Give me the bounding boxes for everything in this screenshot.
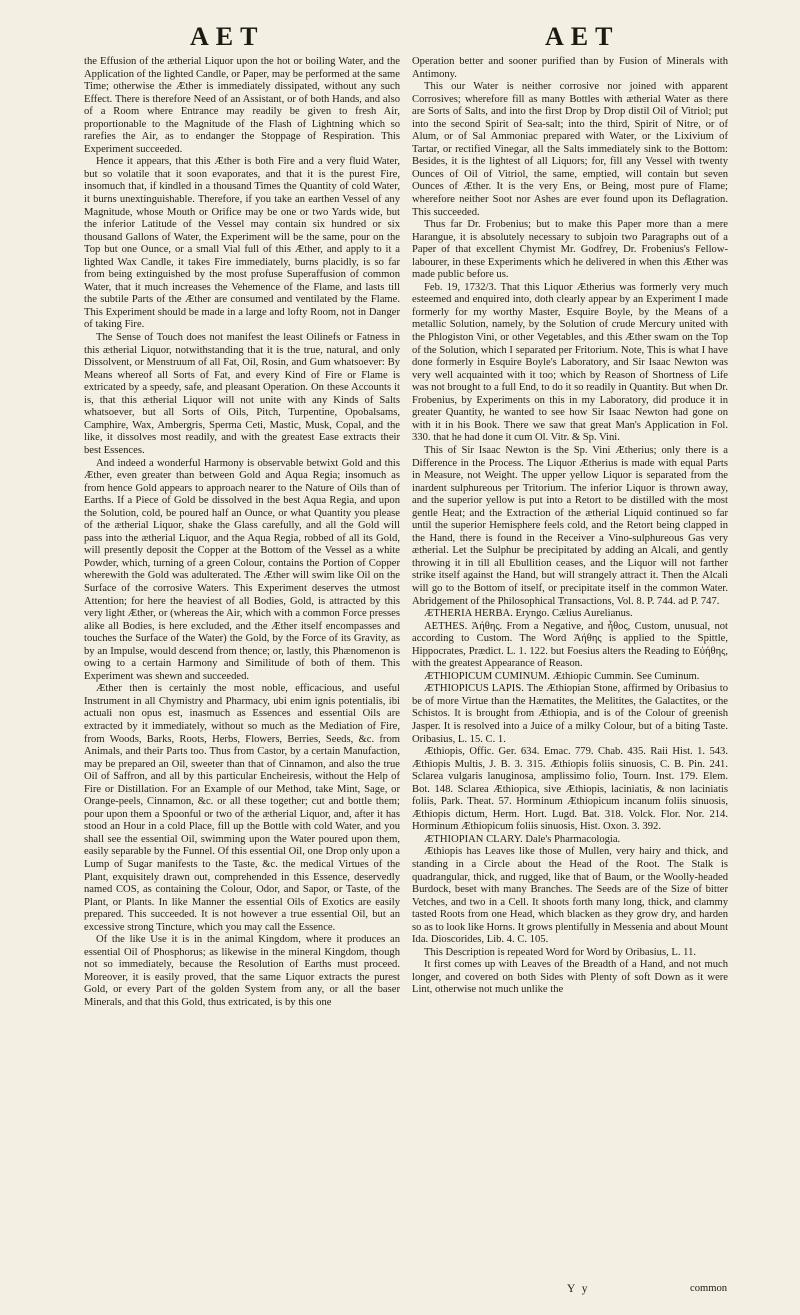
signature-mark: Y y xyxy=(567,1283,590,1295)
paragraph: Operation better and sooner purified than by Fusion of Minerals with Antimony. xyxy=(412,56,728,80)
paragraph: Feb. 19, 1732/3. That this Liquor Ætherius was formerly very much esteemed and enquired into, doth clearly appear by an Experiment I made formerly for my worthy Master, Esquire Boyle, by the Means of a metallic Solution, namely, by the Solution of crude Mercury united with the Phlogiston Vini, or other Vegetables, and this Æther swam on the Top of the Solution, which I separated per Fritorium. Note, This is what I have done formerly in Esquire Boyle's Laboratory, and Sir Isaac Newton was very well acquainted with it too; which by Reason of Shortness of Life was not brought to a full End, to do it so readily in Quantity. But when Dr. Frobenius, by Experiments on this in my Laboratory, did produce it in greater Quantity, he wanted to see how Sir Isaac Newton had gone on with it in his Book. There we saw that great Man's Application in Fol. 330. that he had done it cum Ol. Vitr. & Sp. Vini. xyxy=(412,281,728,444)
dictionary-entry: ÆTHERIA HERBA. Eryngo. Cælius Aurelianus. xyxy=(424,608,633,620)
dictionary-entry: AETHES. Ἀήθης. From a Negative, and ἦθος, Custom, unusual, not according to Custom. The Word Ἀήθης is applied to the Spittle, Hippocrates, Prædict. L. 1. 122. but Foesius alters the Reading to Εὐήθης, with the greatest Appearance of Reason. xyxy=(412,620,728,670)
running-head-left: AET xyxy=(190,22,265,51)
paragraph: And indeed a wonderful Harmony is observable betwixt Gold and this Æther, even greater than between Gold and Aqua Regia; insomuch as from hence Gold appears to approach nearer to the Nature of Oils than of Earths. If a Piece of Gold be dissolved in the best Aqua Regia, and upon the Solution, cold, be poured half an Ounce, or what Quantity you please of the ætherial Liquor, shake the Glass carefully, and all the Gold will pass into the ætherial Liquor, and the Aqua Regia, robbed of all its Gold, will presently deposit the Copper at the Bottom of the Vessel as a white Powder, which, turning of a green Colour, contains the Portion of Copper wherewith the Gold was adulterated. The Æther will swim like Oil on the Surface of the corrosive Waters. This Experiment deserves the utmost Attention; for here the heaviest of all Bodies, Gold, is attracted by this very light Æther, or (whereas the Air, which with a common Force presses alike all Bodies, is here excluded, and the Æther itself encompasses and touches the Surface of the Water) the Gold, by the Force of its Gravity, as by an Impulse, would descend from thence; or, lastly, this Phænomenon is owing to a certain Harmony and Similitude of both of them. This Experiment was shewn and succeeded. xyxy=(84,457,400,682)
right-column xyxy=(412,56,728,997)
paragraph: This Description is repeated Word for Word by Oribasius, L. 11. xyxy=(424,946,697,958)
paragraph: the Effusion of the ætherial Liquor upon the hot or boiling Water, and the Application of the lighted Candle, or Paper, may be performed at the same Time; otherwise the Æther is immediately dissipated, without any such Effect. There is therefore Need of an Assistant, or of both Hands, and also of a Room where Entrance may readily be given to fresh Air, proportionable to the Magnitude of the Flash of Lightning which so rarefies the Air, as to endanger the Stoppage of Respiration. This Experiment succeeded. xyxy=(84,56,400,155)
paragraph: Æthiopis, Offic. Ger. 634. Emac. 779. Chab. 435. Raii Hist. 1. 543. Æthiopis Multis, J. B. 3. 315. Æthiopis foliis sinuosis, C. B. Pin. 241. Sclarea vulgaris lanuginosa, amplissimo folio, Tourn. Inst. 179. Elem. Bot. 148. Sclarea Æthiopica, sive Æthiopis, laciniatis, & non laciniatis foliis, Park. Theat. 57. Horminum Æthiopicum incanum foliis sinuosis, Æthiopis dictum, Herm. Hort. Lugd. Bat. 318. Volck. Flor. Nor. 214. Horminum Æthiopicum foliis sinuosis, Hist. Oxon. 3. 392. xyxy=(412,746,728,833)
paragraph: Æthiopis has Leaves like those of Mullen, very hairy and thick, and standing in a Circle about the Head of the Root. The Stalk is quadrangular, thick, and rugged, like that of Baum, or the Woolly-headed Burdock, beset with many Branches. The Seeds are of the Size of bitter Vetches, and two in a Cell. It shoots forth many long, thick, and clammy tasted Roots from one Head, which blacken as they grow dry, and harden so as to look like Horns. It grows plentifully in Messenia and about Mount Ida. Dioscorides, Lib. 4. C. 105. xyxy=(412,846,729,946)
dictionary-entry: ÆTHIOPICUM CUMINUM. Æthiopic Cummin. See Cuminum. xyxy=(424,670,700,682)
catchword: common xyxy=(690,1283,728,1294)
paragraph: Of the like Use it is in the animal Kingdom, where it produces an essential Oil of Phosphorus; as likewise in the mineral Kingdom, though not so immediately, because the Resolution of Earths must proceed. Moreover, it is easily proved, that the same Liquor extracts the purest Gold, or every Part of the golden System from any, or all the baser Minerals, and that this Gold, thus extricated, is by this one xyxy=(84,934,400,1009)
running-head-right: AET xyxy=(545,22,620,51)
dictionary-entry: ÆTHIOPIAN CLARY. Dale's Pharmacologia. xyxy=(424,833,621,845)
left-column xyxy=(84,56,400,1010)
paragraph: It first comes up with Leaves of the Breadth of a Hand, and not much longer, and covered on both Sides with Plenty of soft Down as it were Lint, otherwise not much unlike the xyxy=(412,959,728,996)
dictionary-entry: ÆTHIOPICUS LAPIS. The Æthiopian Stone, affirmed by Oribasius to be of more Virtue than the Hæmatites, the Melitites, the Galactites, or the Schistos. It is brought from Æthiopia, and is of the Colour of greenish Jasper. It is resolved into a Juice of a milky Colour, but of a biting Taste. Oribasius, L. 15. C. 1. xyxy=(412,683,728,745)
paragraph: Æther then is certainly the most noble, efficacious, and useful Instrument in all Chymistry and Pharmacy, ubi enim ignis potentialis, ibi actuali non opus est, inasmuch as Essences and essential Oils are extracted by it immediately, without so much as the Mediation of Fire, from Woods, Barks, Roots, Herbs, Flowers, Berries, Seeds, &c. from Animals, and their Parts too. Thus from Castor, by a certain Manufaction, may be prepared an Oil, sweeter than that of Cinnamon, and also the true Oil of Saffron, and all by this particular Encheiresis, without the Help of Fire or Distillation. For an Example of our Method, take Mint, Sage, or Orange-peels, Cinnamon, &c. or all these together; cut and bottle them; pour upon them a Spoonful or two of the ætherial Liquor, and, after it has stood an Hour in a cold Place, fill up the Bottle with cold Water, and you shall see the essential Oil, swimming upon the Water poured upon them, easily separable by the Funnel. Of this essential Oil, one Drop only upon a Lump of Sugar manifests to the Taste, &c. the medical Virtues of the Plant, exquisitely drawn out, comprehended in this Essence, deservedly named COS, as containing the Colour, Odor, and Sapor, or Taste, of the Plant, or Plants. In like Manner the essential Oils of Exotics are easily prepared. This succeeded. It is not however a true essential Oil, but an excessive strong Tincture, which you may call the Essence. xyxy=(84,683,400,933)
paragraph: This our Water is neither corrosive nor joined with apparent Corrosives; wherefore fill as many Bottles with ætherial Water as there are Sorts of Salts, and into the first Drop by Drop distil Oil of Vitriol; put into the second Spirit of Sea-salt; into the third, Spirit of Nitre, or of Alum, or of Sal Ammoniac prepared with Water, or the Lixivium of Tartar, or rectified Vinegar, all the Salts immediately sink to the Bottom: Besides, it is the lightest of all Liquors; for, fill any Vessel with twenty Ounces of Oil of Vitriol, the same, emptied, will contain but seven Ounces of Æther. It is the very Ens, or Being, most pure of Flame; wherefore neither Soot nor Ashes are ever found upon its Deflagration. This succeeded. xyxy=(412,81,728,218)
paragraph: Hence it appears, that this Æther is both Fire and a very fluid Water, but so volatile that it soon evaporates, and that it is the purest Fire, insomuch that, if kindled in a thousand Times the Quantity of cold Water, it burns unextinguishable. Therefore, if you take an earthen Vessel of any Magnitude, whose Mouth or Orifice may be one or two Yards wide, but the inferior Latitude of the Vessel may contain six hundred or six thousand Gallons of Water, the Experiment will be the same, pour on the Top but one Ounce, or a small Vial full of this Æther, and apply to it a lighted Wax Candle, it takes Fire immediately, burns placidly, is so far from being extinguished by the most profuse Superaffusion of common Water, that it much increases the Vehemence of the Flame, and lasts till the subtile Parts of the Æther are consumed and ventilated by the Flame. This Experiment should be made in a large and lofty Room, not in Danger of taking Fire. xyxy=(84,156,400,331)
paragraph: Thus far Dr. Frobenius; but to make this Paper more than a mere Harangue, it is absolutely necessary to subjoin two Paragraphs out of a Paper of that excellent Chymist Mr. Godfrey, Dr. Frobenius's Fellow-labourer, in these Experiments which he delivered in when this Æther was made public before us. xyxy=(412,219,728,281)
paragraph: This of Sir Isaac Newton is the Sp. Vini Ætherius; only there is a Difference in the Process. The Liquor Ætherius is made with equal Parts in Measure, not Weight. The upper yellow Liquor is separated from the inardent sulphureous per Tritorium. The inferior Liquor is thrown away, and the superior yellow is put into a Retort to be distilled with the most gentle Heat; and the Extraction of the ætherial Liquid continued so far until the superior Hemisphere feels cold, and the Retort being clapped in the Hand, there is found in the Receiver a Vino-sulphureous Gas very ætherial. Let the Sulphur be precipitated by adding an Alcali, and gently throwing it in till all Ebullition ceases, and the Liquor will not farther strike itself against the Hand, but will strangely attract it. Then the Alcali will go to the Bottom of itself, or precipitate itself in the common Water. Abridgement of the Philosophical Transactions, Vol. 8. P. 744. ad P. 747. xyxy=(412,444,728,607)
paragraph: The Sense of Touch does not manifest the least Oilinefs or Fatness in this ætherial Liquor, notwithstanding that it is the true, natural, and only Dissolvent, or Menstruum of all Fat, Oil, Rosin, and Gum whatsoever: By Means whereof all Sorts of Fat, and every Kind of Fire or Flame is extricated by a speedy, safe, and pleasant Operation. On these Accounts it is, that this ætherial Liquor will not unite with any Kinds of Salts whatsoever, but all Sorts of Oils, Pitch, Turpentine, Opobalsams, Camphire, Wax, Ambergris, Sperma Ceti, Mastic, Musk, Copal, and the like, it dissolves most readily, and with the greatest Ease extracts their best Essences. xyxy=(84,332,400,456)
